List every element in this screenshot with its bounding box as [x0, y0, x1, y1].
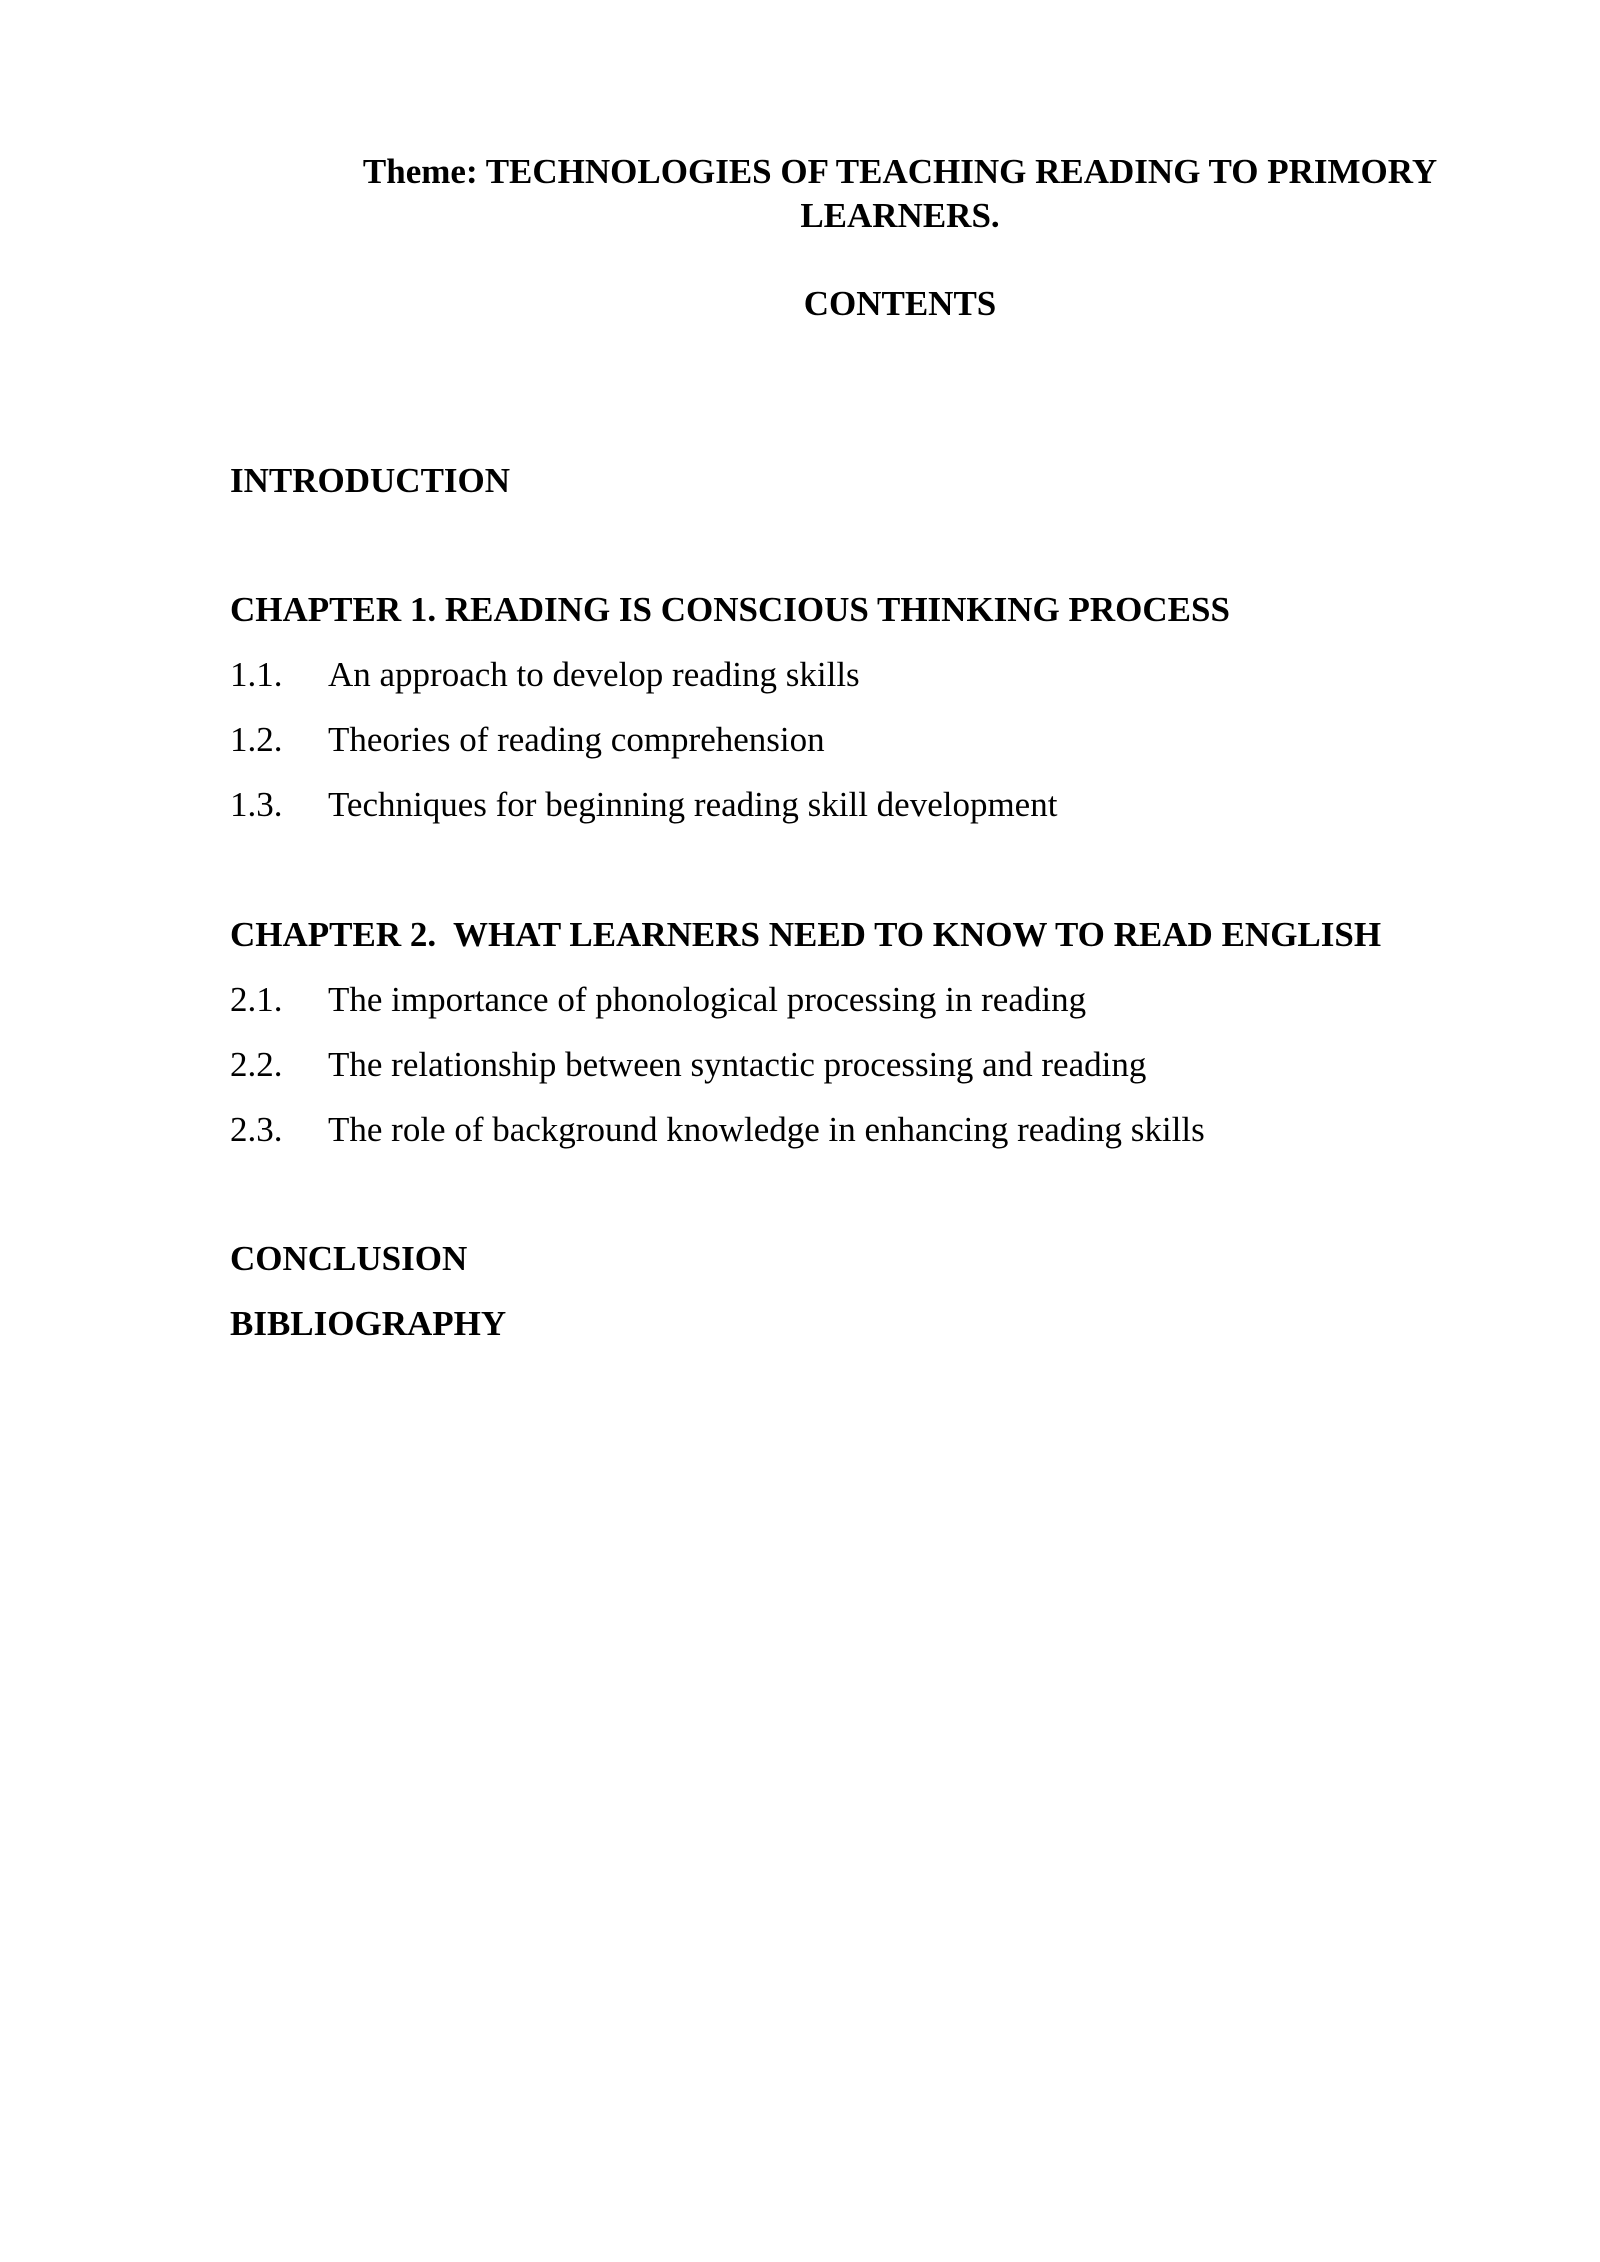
contents-heading: CONTENTS: [803, 284, 997, 323]
toc-chapter-1-title: CHAPTER 1. READING IS CONSCIOUS THINKING PROCESS: [230, 590, 1230, 629]
toc-conclusion: CONCLUSION: [230, 1239, 468, 1278]
toc-item-number: 2.1.: [230, 980, 283, 1019]
toc-item-1-1: [230, 653, 860, 697]
toc-item-number: 1.3.: [230, 785, 283, 824]
toc-item-text: The importance of phonological processing in reading: [328, 980, 1087, 1019]
toc-item-text: The role of background knowledge in enhancing reading skills: [328, 1110, 1205, 1149]
toc-item-number: 1.2.: [230, 720, 283, 759]
toc-bibliography: BIBLIOGRAPHY: [230, 1304, 507, 1343]
toc-item-1-2: [230, 718, 825, 762]
toc-item-text: Techniques for beginning reading skill development: [328, 785, 1058, 824]
toc-item-text: Theories of reading comprehension: [328, 720, 825, 759]
toc-item-1-3: [230, 783, 1057, 827]
theme-title: Theme: TECHNOLOGIES OF TEACHING READING TO PRIMORY LEARNERS.: [362, 152, 1438, 235]
toc-item-number: 2.2.: [230, 1045, 283, 1084]
toc-item-number: 1.1.: [230, 655, 283, 694]
toc-item-text: The relationship between syntactic processing and reading: [328, 1045, 1147, 1084]
toc-item-2-2: [230, 1043, 1146, 1087]
toc-chapter-2-title: CHAPTER 2. WHAT LEARNERS NEED TO KNOW TO READ ENGLISH: [230, 915, 1382, 954]
toc-item-text: An approach to develop reading skills: [328, 655, 860, 694]
toc-item-2-3: [230, 1108, 1205, 1152]
toc-introduction: INTRODUCTION: [230, 461, 511, 500]
toc-item-number: 2.3.: [230, 1110, 283, 1149]
toc-item-2-1: [230, 978, 1086, 1022]
